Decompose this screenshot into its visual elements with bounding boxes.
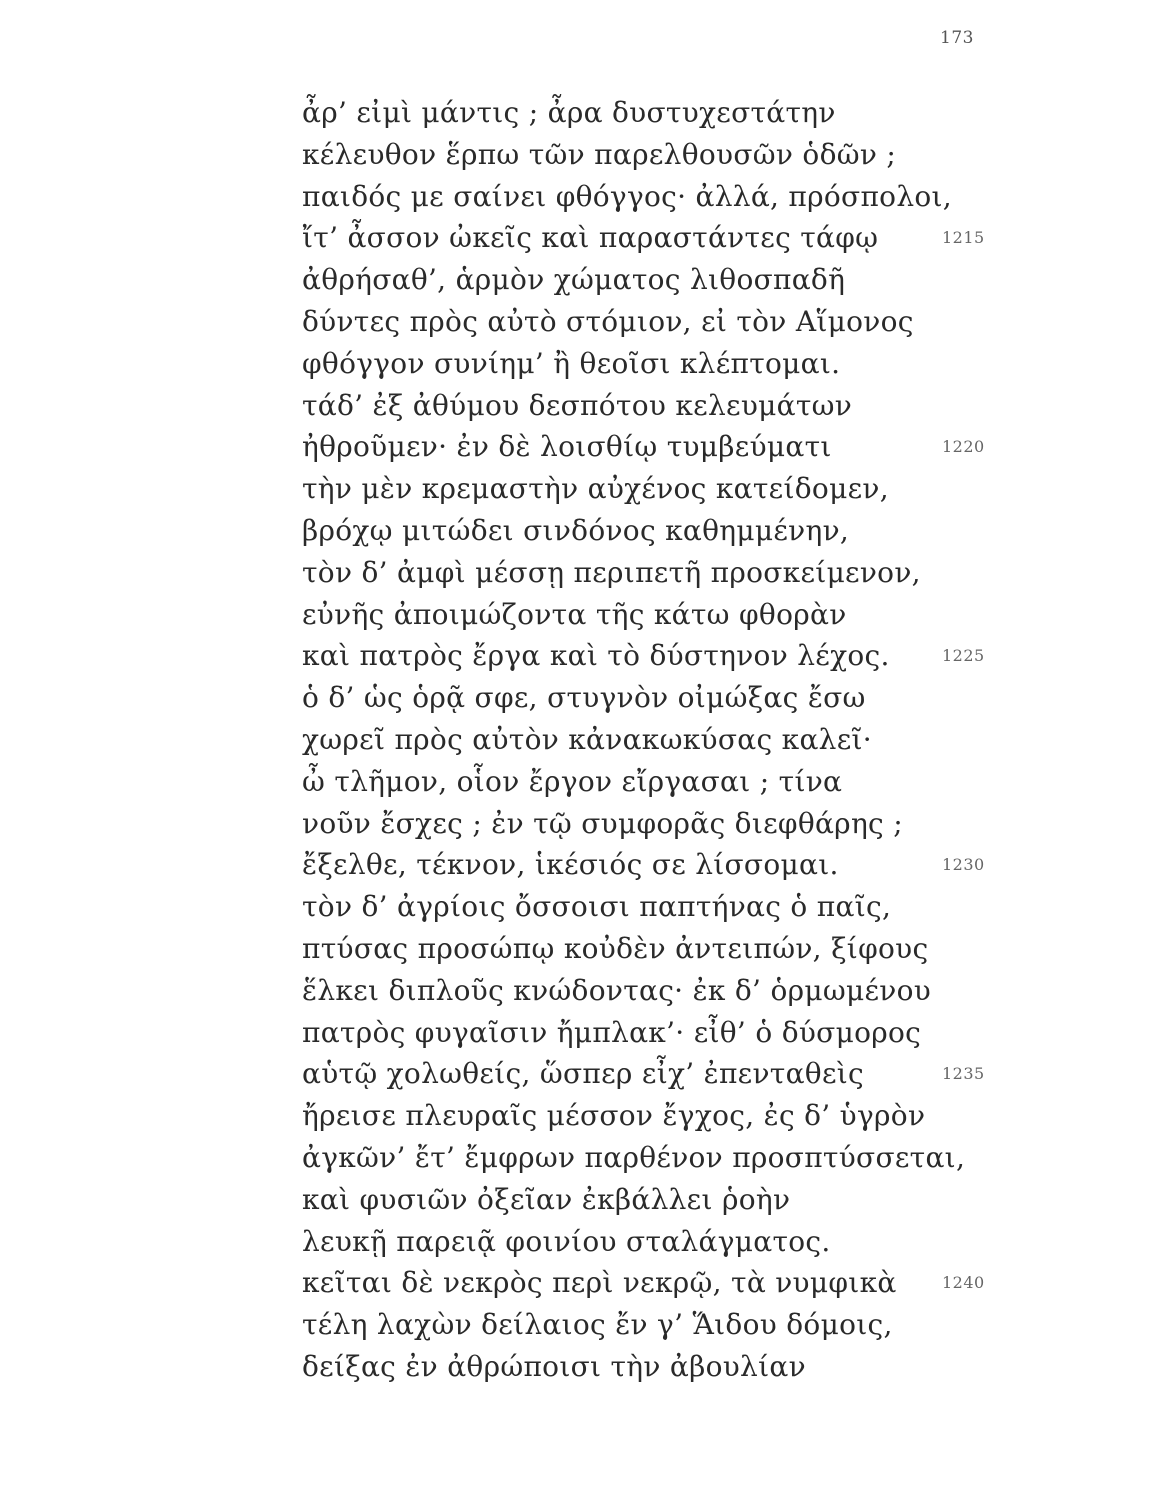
verse-line-text: ἤρεισε πλευραῖς μέσσον ἔγχος, ἐς δ’ ὑγρὸν (302, 1099, 926, 1133)
verse-line-text: ὦ τλῆμον, οἷον ἔργον εἴργασαι ; τίνα (302, 764, 843, 798)
verse-line (302, 844, 1022, 886)
line-number: 1240 (942, 1273, 985, 1293)
verse-line-text: καὶ φυσιῶν ὀξεῖαν ἐκβάλλει ῥοὴν (302, 1182, 791, 1216)
verse-line (302, 1221, 1022, 1263)
verse-line (302, 677, 1022, 719)
verse-line-text: ἔξελθε, τέκνον, ἱκέσιός σε λίσσομαι. (302, 848, 839, 882)
verse-line (302, 761, 1022, 803)
verse-line-text: τὴν μὲν κρεμαστὴν αὐχένος κατείδομεν, (302, 472, 889, 506)
verse-line-text: πτύσας προσώπῳ κοὐδὲν ἀντειπών, ξίφους (302, 931, 929, 965)
verse-line (302, 510, 1022, 552)
line-number: 1230 (942, 855, 985, 875)
verse-line (302, 176, 1022, 218)
verse-line (302, 343, 1022, 385)
verse-line-text: λευκῇ παρειᾷ φοινίου σταλάγματος. (302, 1224, 831, 1258)
verse-line-text: ὁ δ’ ὡς ὁρᾷ σφε, στυγνὸν οἰμώξας ἔσω (302, 681, 866, 715)
verse-line (302, 1137, 1022, 1179)
verse-line-text: καὶ πατρὸς ἔργα καὶ τὸ δύστηνον λέχος. (302, 639, 890, 673)
verse-line-text: δείξας ἐν ἀθρώποισι τὴν ἀβουλίαν (302, 1349, 806, 1383)
line-number: 1220 (942, 437, 985, 457)
verse-line-text: ἠθροῦμεν· ἐν δὲ λοισθίῳ τυμβεύματι (302, 430, 832, 464)
verse-line-text: κεῖται δὲ νεκρὸς περὶ νεκρῷ, τὰ νυμφικὰ (302, 1266, 897, 1300)
verse-line (302, 803, 1022, 845)
verse-line-text: χωρεῖ πρὸς αὐτὸν κἀνακωκύσας καλεῖ· (302, 722, 872, 756)
verse-line-text: φθόγγον συνίημ’ ἢ θεοῖσι κλέπτομαι. (302, 346, 841, 380)
verse-text (302, 92, 1022, 1388)
verse-line (302, 385, 1022, 427)
verse-line (302, 928, 1022, 970)
verse-line (302, 594, 1022, 636)
verse-line-text: δύντες πρὸς αὐτὸ στόμιον, εἰ τὸν Αἵμονος (302, 304, 914, 338)
verse-line-text: κέλευθον ἕρπω τῶν παρελθουσῶν ὁδῶν ; (302, 137, 897, 171)
verse-line (302, 134, 1022, 176)
verse-line-text: ἴτ’ ἆσσον ὠκεῖς καὶ παραστάντες τάφῳ (302, 221, 879, 255)
page-number: 173 (940, 28, 974, 48)
verse-line (302, 1346, 1022, 1388)
line-number: 1225 (942, 646, 985, 666)
verse-line-text: ἀγκῶν’ ἔτ’ ἔμφρων παρθένον προσπτύσσεται, (302, 1140, 966, 1174)
line-number: 1215 (942, 228, 985, 248)
verse-line-text: ἕλκει διπλοῦς κνώδοντας· ἐκ δ’ ὁρμωμένου (302, 973, 932, 1007)
verse-line (302, 1179, 1022, 1221)
verse-line (302, 92, 1022, 134)
verse-line-text: ἀθρήσαθ’, ἁρμὸν χώματος λιθοσπαδῆ (302, 263, 846, 297)
verse-line-text: τὸν δ’ ἀμφὶ μέσσῃ περιπετῆ προσκείμενον, (302, 555, 921, 589)
verse-line-text: τέλη λαχὼν δείλαιος ἔν γ’ Ἅιδου δόμοις, (302, 1308, 893, 1342)
verse-line-text: νοῦν ἔσχες ; ἐν τῷ συμφορᾶς διεφθάρης ; (302, 806, 903, 840)
verse-line (302, 468, 1022, 510)
verse-line (302, 1095, 1022, 1137)
verse-line (302, 259, 1022, 301)
verse-line (302, 886, 1022, 928)
verse-line-text: εὐνῆς ἀποιμώζοντα τῆς κάτω φθορὰν (302, 597, 847, 631)
verse-line (302, 1262, 1022, 1304)
verse-line (302, 719, 1022, 761)
verse-line (302, 426, 1022, 468)
verse-line-text: ἆρ’ εἰμὶ μάντις ; ἆρα δυστυχεστάτην (302, 96, 836, 129)
verse-line-text: παιδός με σαίνει φθόγγος· ἀλλά, πρόσπολοι, (302, 179, 953, 213)
verse-line (302, 301, 1022, 343)
verse-line (302, 1304, 1022, 1346)
verse-line (302, 1053, 1022, 1095)
verse-line-text: πατρὸς φυγαῖσιν ἤμπλακ’· εἶθ’ ὁ δύσμορος (302, 1015, 922, 1049)
verse-line (302, 635, 1022, 677)
verse-line-text: τάδ’ ἐξ ἀθύμου δεσπότου κελευμάτων (302, 388, 853, 422)
verse-line-text: αὑτῷ χολωθείς, ὥσπερ εἶχ’ ἐπενταθεὶς (302, 1057, 865, 1091)
line-number: 1235 (942, 1064, 985, 1084)
verse-line-text: βρόχῳ μιτώδει σινδόνος καθημμένην, (302, 513, 850, 547)
verse-line (302, 1012, 1022, 1054)
verse-line (302, 217, 1022, 259)
verse-line-text: τὸν δ’ ἀγρίοις ὄσσοισι παπτήνας ὁ παῖς, (302, 890, 892, 924)
verse-line (302, 970, 1022, 1012)
verse-line (302, 552, 1022, 594)
